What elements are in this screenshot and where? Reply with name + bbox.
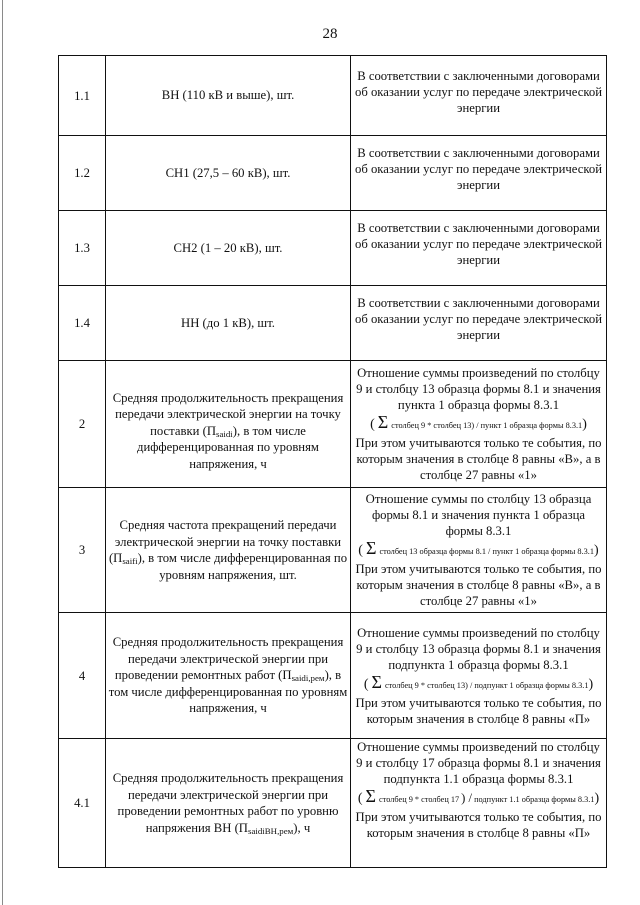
indicator-description: СН2 (1 – 20 кВ), шт. [173,240,283,255]
row-number: 4 [78,668,86,683]
formula-body-denominator: подпункт 1.1 образца формы 8.3.1 [474,795,595,804]
row-number-cell [59,286,106,361]
method-cell [351,739,607,868]
sigma-symbol: Σ [365,786,377,806]
table-row [59,286,607,361]
indicator-cell [106,136,351,211]
method-cell [351,613,607,739]
indicator-cell [106,361,351,488]
table-row [59,136,607,211]
formula-close-paren: ) [582,417,587,432]
formula [353,787,604,809]
table-row [59,211,607,286]
row-number-cell [59,488,106,613]
method-text: В соответствии с заключенными договорами об оказании услуг по передаче электрической энергии [354,146,603,192]
indicator-cell [106,739,351,868]
scan-edge-line [2,0,3,905]
method-intro: Отношение суммы произведений по столбцу 9 и столбцу 13 образца формы 8.1 и значения пункта 1 образца формы 8.3.1 [356,366,601,412]
row-number: 2 [78,417,86,431]
formula-body: столбец 13 образца формы 8.1 / пункт 1 образца формы 8.3.1 [379,547,595,556]
row-number: 1.4 [74,316,90,330]
table-row [59,361,607,488]
indicator-cell [106,56,351,136]
formula-close-paren: ) [594,791,600,806]
row-number-cell [59,361,106,488]
method-note: При этом учитываются только те события, по которым значения в столбце 8 равны «П» [355,695,602,726]
indicator-subscript: saidi [215,428,233,439]
indicator-description [107,770,349,836]
description-text: ), в том числе дифференцированная по уровням напряжения, ч [137,423,319,471]
row-number-cell [59,613,106,739]
description-text: ), в том числе дифференцированная по уровням напряжения, ч [108,668,348,716]
description-text: ), в том числе дифференцированная по уровням напряжения, шт. [137,551,348,582]
formula-open-paren: ( [363,676,369,692]
indicator-description: ВН (110 кВ и выше), шт. [161,88,295,103]
indicator-cell [106,488,351,613]
indicators-table [58,55,607,868]
indicator-cell [106,211,351,286]
row-number: 1.3 [74,241,90,255]
indicator-description [107,634,349,717]
method-text: В соответствии с заключенными договорами об оказании услуг по передаче электрической энергии [354,296,603,342]
formula [353,539,604,561]
description-text: Средняя продолжительность прекращения передачи электрической энергии при проведении ремонтных работ по уровню напряжения ВН (П [112,771,344,835]
method-intro: Отношение суммы произведений по столбцу 9 и столбцу 17 образца формы 8.1 и значения подпункта 1.1 образца формы 8.3.1 [356,740,601,786]
formula-open-paren: ( [370,417,375,432]
indicator-subscript: saidi,рем [291,673,325,684]
description-text: Средняя продолжительность прекращения передачи электрической энергии при проведении ремонтных работ (П [112,635,344,683]
table-row [59,739,607,868]
row-number-cell [59,211,106,286]
description-text: Средняя продолжительность прекращения передачи электрической энергии на точку поставки (П [112,390,344,438]
indicator-description [107,517,349,583]
method-cell [351,488,607,613]
indicator-description [107,390,349,473]
row-number: 3 [78,543,86,557]
formula-open-paren: ( [358,543,363,558]
method-cell [351,286,607,361]
formula-body: столбец 9 * столбец 17 [379,795,460,804]
description-text: ), ч [293,820,311,835]
method-intro: Отношение суммы по столбцу 13 образца формы 8.1 и значения пункта 1 образца формы 8.3.1 [365,492,592,538]
formula [353,673,604,695]
formula-divider: ) / [461,791,473,805]
method-note: При этом учитываются только те события, по которым значения в столбце 8 равны «П» [355,810,602,840]
method-intro: Отношение суммы произведений по столбцу 9 и столбцу 13 образца формы 8.1 и значения подпункта 1 образца формы 8.3.1 [356,625,601,672]
row-number: 1.2 [74,166,90,180]
formula [353,413,604,435]
sigma-symbol: Σ [371,671,382,692]
calculation-method [353,625,604,727]
page-number: 28 [322,26,338,42]
row-number-cell [59,136,106,211]
method-text: В соответствии с заключенными договорами об оказании услуг по передаче электрической энергии [354,68,603,115]
row-number-cell [59,56,106,136]
method-note: При этом учитываются только те события, по которым значения в столбце 8 равны «В», а в столбце 27 равны «1» [355,436,602,482]
formula-body: столбец 9 * столбец 13) / пункт 1 образца формы 8.3.1 [391,421,583,430]
formula-close-paren: ) [588,676,594,692]
formula-body: столбец 9 * столбец 13) / подпункт 1 образца формы 8.3.1 [384,680,589,690]
method-cell [351,136,607,211]
sigma-symbol: Σ [365,538,377,558]
table-row [59,613,607,739]
formula-close-paren: ) [594,543,599,558]
indicator-description: СН1 (27,5 – 60 кВ), шт. [165,165,291,180]
indicator-cell [106,286,351,361]
sigma-symbol: Σ [377,412,389,432]
formula-open-paren: ( [357,791,363,806]
calculation-method [353,739,604,841]
row-number: 4.1 [74,796,90,810]
indicator-cell [106,613,351,739]
table-row [59,56,607,136]
indicator-subscript: saifi [122,556,138,567]
method-cell [351,56,607,136]
indicator-description: НН (до 1 кВ), шт. [181,315,275,330]
method-note: При этом учитываются только те события, по которым значения в столбце 8 равны «В», а в столбце 27 равны «1» [355,562,602,608]
table-row [59,488,607,613]
description-text: Средняя частота прекращений передачи электрической энергии на точку поставки (П [108,518,342,565]
row-number-cell [59,739,106,868]
indicator-subscript: saidiВН,рем [247,825,294,836]
calculation-method [353,491,604,609]
row-number: 1.1 [74,88,90,103]
method-cell [351,211,607,286]
method-cell [351,361,607,488]
method-text: В соответствии с заключенными договорами об оказании услуг по передаче электрической энергии [354,221,603,267]
calculation-method [353,365,604,483]
